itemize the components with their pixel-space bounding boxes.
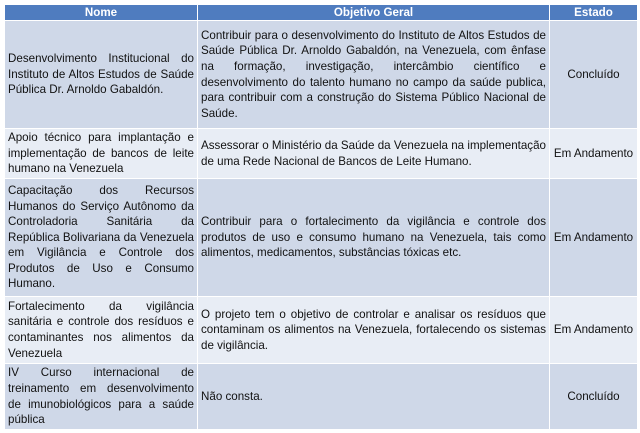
header-nome: Nome xyxy=(5,5,198,21)
cell-nome: Capacitação dos Recursos Humanos do Serviço Autônomo da Controladoria Sanitária da República Bolivariana da Venezuela em Vigilância e Controle dos Produtos de Uso e Consumo Humano. xyxy=(5,179,198,297)
table-row xyxy=(5,129,638,179)
cell-estado: Concluído xyxy=(550,364,638,430)
cell-objetivo: Assessorar o Ministério da Saúde da Venezuela na implementação de uma Rede Nacional de Bancos de Leite Humano. xyxy=(198,129,550,179)
cell-nome: Apoio técnico para implantação e implementação de bancos de leite humano na Venezuela xyxy=(5,129,198,179)
cell-nome: IV Curso internacional de treinamento em desenvolvimento de imunobiológicos para a saúde pública xyxy=(5,364,198,430)
cell-objetivo: Contribuir para o desenvolvimento do Instituto de Altos Estudos de Saúde Pública Dr. Arnoldo Gabaldón, na Venezuela, com ênfase na formação, investigação, intercâmbio científico e desenvolvimento do talento humano no campo da saúde publica, para contribuir com a construção do Sistema Público Nacional de Saúde. xyxy=(198,21,550,129)
header-objetivo: Objetivo Geral xyxy=(198,5,550,21)
table-row xyxy=(5,297,638,364)
cell-objetivo: Contribuir para o fortalecimento da vigilância e controle dos produtos de uso e consumo humano na Venezuela, tais como alimentos, medicamentos, substâncias tóxicas etc. xyxy=(198,179,550,297)
projects-table-container xyxy=(4,4,637,430)
table-header xyxy=(5,5,638,21)
cell-objetivo: Não consta. xyxy=(198,364,550,430)
table-row xyxy=(5,179,638,297)
projects-table xyxy=(4,4,638,430)
header-estado: Estado xyxy=(550,5,638,21)
header-row xyxy=(5,5,638,21)
cell-objetivo: O projeto tem o objetivo de controlar e analisar os resíduos que contaminam os alimentos na Venezuela, fortalecendo os sistemas de vigilância. xyxy=(198,297,550,364)
cell-estado: Em Andamento xyxy=(550,179,638,297)
cell-estado: Em Andamento xyxy=(550,129,638,179)
cell-nome: Desenvolvimento Institucional do Instituto de Altos Estudos de Saúde Pública Dr. Arnoldo Gabaldón. xyxy=(5,21,198,129)
cell-nome: Fortalecimento da vigilância sanitária e controle dos resíduos e contaminantes nos alimentos da Venezuela xyxy=(5,297,198,364)
table-row xyxy=(5,21,638,129)
cell-estado: Em Andamento xyxy=(550,297,638,364)
cell-estado: Concluído xyxy=(550,21,638,129)
table-body xyxy=(5,21,638,430)
table-row xyxy=(5,364,638,430)
